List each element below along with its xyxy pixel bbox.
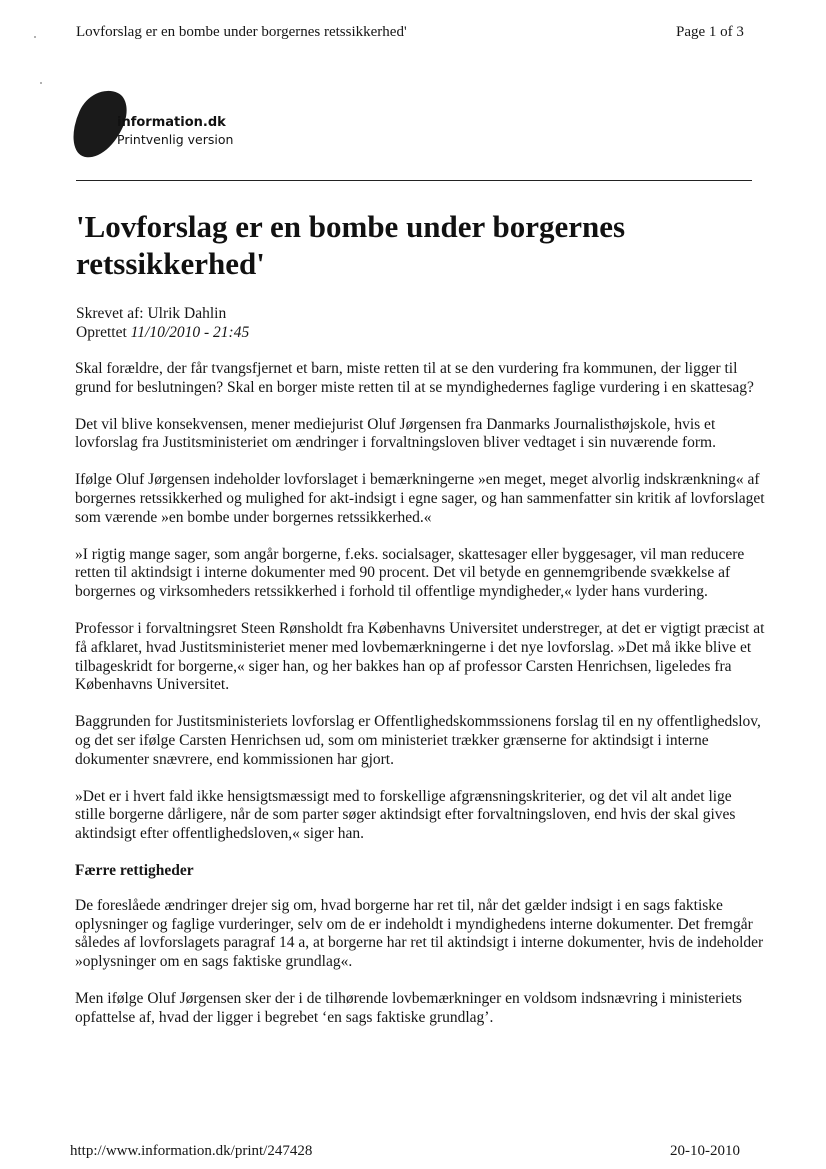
- created-line: [76, 323, 249, 342]
- author-line: [76, 304, 249, 323]
- information-logo[interactable]: [70, 88, 260, 158]
- paragraph: Ifølge Oluf Jørgensen indeholder lovforslaget i bemærkningerne »en meget, meget alvorlig indskrænkning« af borgernes retssikkerhed og mulighed for akt-indsigt i egne sager, og han sammenfatter sin kritik af lovforslaget som værende »en bombe under borgernes retssikkerhed.«: [75, 471, 765, 526]
- article-body: [75, 360, 765, 1046]
- paragraph: »I rigtig mange sager, som angår borgerne, f.eks. socialsager, skattesager eller byggesager, vil man reducere retten til aktindsigt i interne dokumenter med 90 procent. Det vil betyde en gennemgribende svækkelse af borgernes og virksomheders retssikkerhed i forhold til offentlige myndigheder,« lyder hans vurdering.: [75, 545, 745, 601]
- logo-name: information.dk: [117, 115, 226, 130]
- created-label: Oprettet: [76, 324, 127, 341]
- page-number: Page 1 of 3: [676, 24, 744, 40]
- header-divider: [76, 180, 752, 181]
- paragraph: Det vil blive konsekvensen, mener mediejurist Oluf Jørgensen fra Danmarks Journalisthøjskole, hvis et lovforslag fra Justitsministeriet om ændringer i forvaltningsloven bliver vedtaget i sin nuværende form.: [75, 415, 716, 452]
- created-date: 11/10/2010 - 21:45: [130, 324, 250, 341]
- paragraph: Men ifølge Oluf Jørgensen sker der i de tilhørende lovbemærkninger en voldsom indsnævring i ministeriets opfattelse af, hvad der ligger i begrebet ‘en sags faktiske grundlag’.: [75, 989, 742, 1026]
- paragraph: De foreslåede ændringer drejer sig om, hvad borgerne har ret til, når det gælder indsigt i en sags faktiske oplysninger og faglige vurderinger, selv om de er indeholdt i myndighedens interne dokumenter. Det fremgår således af lovforslagets paragraf 14 a, at borgerne har ret til aktindsigt i interne dokumenter, hvis de indeholder »oplysninger om en sags faktiske grundlag«.: [75, 896, 764, 971]
- paragraph: Skal forældre, der får tvangsfjernet et barn, miste retten til at se den vurdering fra kommunen, der ligger til grund for beslutningen? Skal en borger miste retten til at se myndighedernes faglige vurdering i en skattesag?: [75, 360, 754, 396]
- scan-speck: [34, 36, 36, 38]
- paragraph: »Det er i hvert fald ikke hensigtsmæssigt med to forskellige afgrænsningskriterier, og det vil alt andet lige stille borgerne dårligere, når de som parter søger aktindsigt efter forvaltningsloven, end hvis der skal gives aktindsigt efter offentlighedsloven,« siger han.: [75, 787, 736, 843]
- article-headline: 'Lovforslag er en bombe under borgernes retssikkerhed': [76, 209, 626, 281]
- section-heading: Færre rettigheder: [75, 861, 194, 879]
- paragraph: Baggrunden for Justitsministeriets lovforslag er Offentlighedskommssionens forslag til en ny offentlighedslov, og det ser ifølge Carsten Henrichsen ud, som om ministeriet trækker grænserne for aktindsigt i interne dokumenter snævrere, end kommissionen har gjort.: [75, 713, 761, 768]
- footer-date: 20-10-2010: [670, 1143, 740, 1159]
- header-title: Lovforslag er en bombe under borgernes retssikkerhed': [76, 24, 407, 40]
- logo-subtitle: Printvenlig version: [117, 132, 234, 147]
- author-name: Ulrik Dahlin: [147, 305, 227, 322]
- paragraph: Professor i forvaltningsret Steen Rønsholdt fra Københavns Universitet understreger, at det er vigtigt præcist at få afklaret, hvad Justitsministeriet mener med lovbemærkningerne i det nye lovforslag. »Det må ikke blive et tilbageskridt for borgerne,« siger han, og her bakkes han op af professor Carsten Henrichsen, ligeledes fra Københavns Universitet.: [75, 619, 765, 694]
- footer-url[interactable]: http://www.information.dk/print/247428: [70, 1143, 313, 1159]
- scan-speck: [40, 82, 42, 84]
- author-label: Skrevet af:: [76, 305, 144, 322]
- article-meta: [76, 304, 249, 342]
